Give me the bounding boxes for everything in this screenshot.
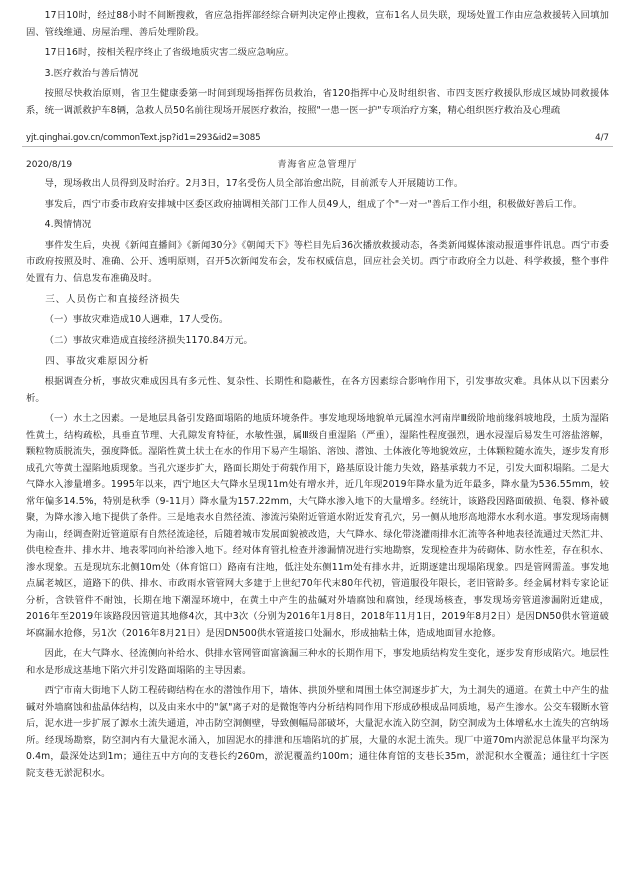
header-date: 2020/8/19 (26, 160, 73, 170)
paragraph: 17日16时，按相关程序终止了省级地质灾害二级应急响应。 (44, 47, 295, 58)
paragraph: 按照尽快救治原则，省卫生健康委第一时间到现场指挥伤员救治，省120指挥中心及时组织省、市四支医疗救援队形成区域协同救援体系，统一调派救护车8辆，急救人员50名前往现场开展医疗救治，按照"一患一医一护"专项治疗方案，精心组织医疗救治及心理疏 (26, 88, 609, 116)
header-organization: 青海省应急管理厅 (277, 160, 358, 170)
subheading-public-opinion: 4.舆情情况 (44, 219, 92, 230)
section-title-3: 三、人员伤亡和直接经济损失 (45, 294, 181, 305)
paragraph: 17日10时，经过88小时不间断搜救，省应急指挥部经综合研判决定停止搜救，宣布1名人员失联，现场处置工作由应急救援转入回填加固、管线维通、房屋治理、善后处理阶段。 (26, 10, 609, 38)
section-item: 西宁市南大街地下人防工程砖砌结构在水的潜蚀作用下，墙体、拱顶外壁和周围土体空洞逐步扩大，为土洞失的通道。在黄土中产生的盐碱对外墙腐蚀和盐晶体结构，以及由来水中的"氯"离子对的是微饱等内分析结构同作用下形成砂根成品同质地，易产生渗水。公交车辍断水管后，泥水进一步扩展了源水土流失通道，冲击防空洞侧壁，导致侧幅局部破坏，大量泥水流入防空洞，防空洞成为土体增私水土流失的宫纳场所。经现场勘察，防空洞内有大量泥水涌入，加固泥水的排泄和压墙陷坑的扩展，大量的水泥土流失。现厂中道70m内淤泥总体量平均深为0.4m，最深处达到1m；通往五中方向的支巷长约260m，淤泥覆盖约100m；通往体育馆的支巷长35m，淤泥积水全覆盖；通往红十字医院支巷无淤泥积水。 (26, 685, 609, 779)
section-title-4: 四、事故灾难原因分析 (45, 356, 150, 367)
source-url: yjt.qinghai.gov.cn/commonText.jsp?id1=293&id2=3085 (26, 133, 261, 143)
subheading-medical-treatment: 3.医疗救治与善后情况 (44, 67, 139, 79)
section-item: （二）事故灾难造成直接经济损失1170.84万元。 (44, 334, 253, 346)
paragraph: 事件发生后，央视《新闻直播间》《新闻30分》《朝闻天下》等栏目先后36次播放救援动态，各类新闻媒体滚动报道事件讯息。西宁市委市政府按照及时、准确、公开、透明原则，召开5次新闻发布会，发布权威信息，回应社会关切。西宁市政府全力以赴、科学救援，整个事件处置有力、信息发布准确及时。 (26, 239, 609, 284)
page-footer (0, 123, 635, 143)
page-top-block (0, 0, 635, 119)
paragraph: 导，现场救出人员得到及时治疗。2月3日，17名受伤人员全部治愈出院，目前派专人开展随访工作。 (44, 178, 464, 189)
page-body-block (0, 174, 635, 782)
section-item: 因此，在大气降水、径流侧向补给水、供排水管网管面富滴漏三种水的长期作用下，事发地质结构发生变化，逐步发育形成陷穴。地层性和水是形成这基地下陷穴并引发路面塌陷的主导因素。 (26, 648, 609, 676)
paragraph: 事发后，西宁市委市政府安排城中区委区政府抽调相关部门工作人员49人，组成了个"一对一"善后工作小组，积极做好善后工作。 (44, 198, 583, 210)
page-header (0, 147, 635, 174)
section-item: （一）水土之因素。一是地层具备引发路面塌陷的地质环境条件。事发地现场地貌单元属湟水河南岸Ⅲ级阶地前缘斜坡地段，土质为湿陷性黄土，结构疏松，具垂直节理、大孔隙发育特征，水敏性强，属Ⅲ级自重湿陷（严重），湿陷性程度强烈，遇水浸湿后易发生可溶盐溶解，颗粒物质脱流失，强度降低。湿陷性黄土状土在水的作用下易产生塌馅、溶蚀、潜蚀、土体液化等地貌效应，土体颗粒随水流失，逐步发育形成孔穴等黄土湿陷地质现象。当孔穴逐步扩大，路面长期处于荷载作用下，路基原设计能力失效，路基承载力不足，引发大面积塌陷。二是大气降水入渗量增多。1995年以来，西宁地区大气降水呈现11m处有增水并，近几年现2019年降水量为近年最多，降水量为536.55mm，较常年偏多14.5%，特别是秋季（9-11月）降水量为157.22mm，大气降水渗入地下的大量增多。经统计，该路段因路面破损、龟裂、修补破聚，为降水渗入地下提供了条件。三是地表水自然径流、渗流污染附近管道水附近发育孔穴，另一侧从地形高地滞水水利水道。事发现场南侧为南山，经调查附近管道原有自然径流途径，后随着城市发展面貌被改造，大气降水、绿化带浇灌雨排水汇流等各种地表径流通过天然汇井、供电检查井、排水井、地表零同向补给渗入地下。经对体育管扎检查并渗漏情况进行实地勘察，发现检查井为砖砌体、防水性差，存在积水、渗水现象。五是现坑东北侧10m处（体育馆口）路南有注地，低注处东侧11m处有排水井，近期逐建出现塌陷现象。四是管网需盖。事发地点属老城区，道路下的供、排水、市政雨水管管网大多建于上世纪70年代末80年代初，管道服役年限长，老旧管龄多。经金属材料专家论证分析，含铁管件不耐蚀，长期在地下潮湿环境中，在黄土中产生的盐碱对外墙腐蚀和腐蚀，经现场核查，事发现场旁管道渗漏附近建成，2016年至2019年该路段因管道其地修4次，其中3次（分别为2016年1月8日，2018年11月1日，2019年8月2日）是因DN50供水管道破坏腐漏水抢修，另1次（2016年8月21日）是因DN500供水管道接口处漏水，形成抽粘土体，造成地面冒水抢修。 (26, 413, 609, 639)
page-number: 4/7 (595, 133, 609, 143)
section-item: （一）事故灾难造成10人遇难，17人受伤。 (44, 314, 229, 325)
paragraph: 根据调查分析，事故灾难成因具有多元性、复杂性、长期性和隐蔽性，在各方因素综合影响作用下，引发事故灾难。具体从以下因素分析。 (26, 376, 609, 404)
